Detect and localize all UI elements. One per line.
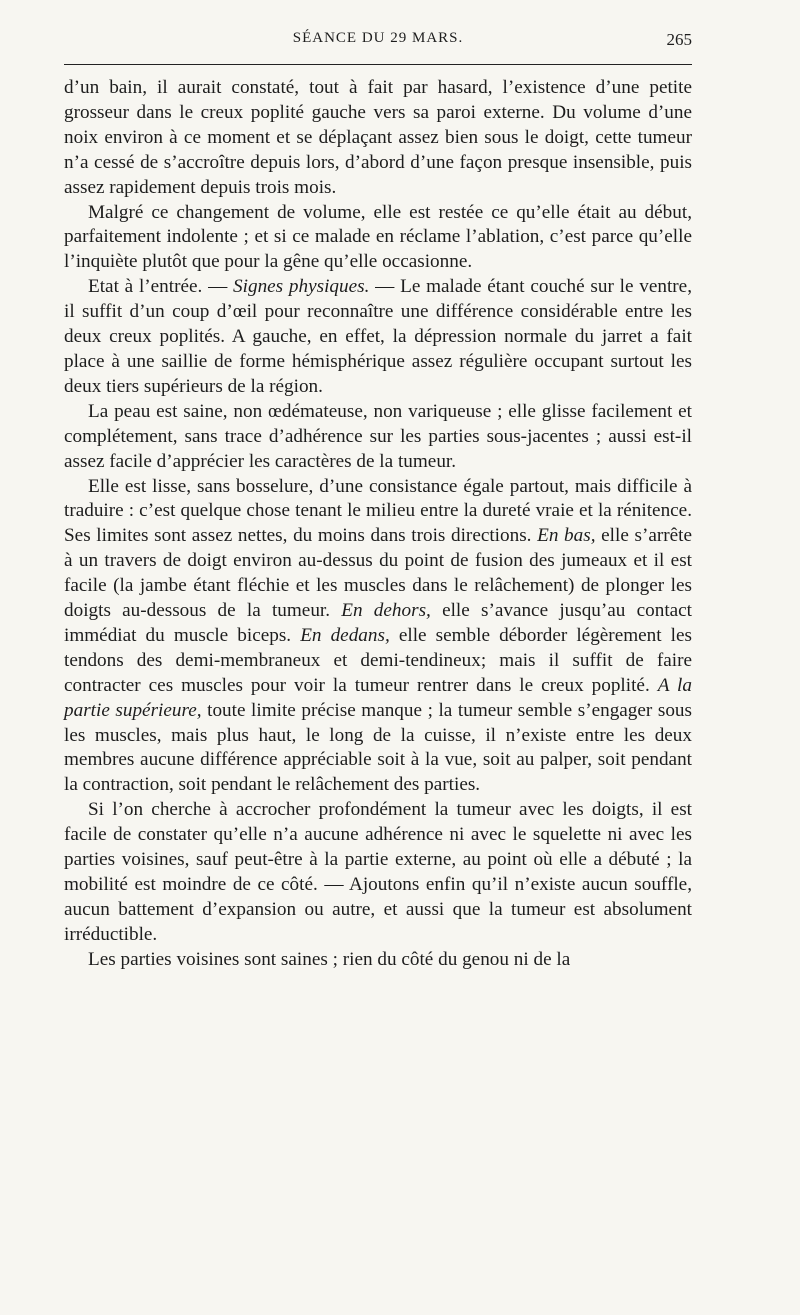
- text-run: elle s’arrête à un travers de doigt environ au-dessus du point de fusion des jumeaux et il est facile (la jambe étant fléchie et les muscles dans le relâchement) de plonger les doigts au-dessous de la tumeur.: [64, 525, 692, 622]
- italic-run: En dehors,: [341, 600, 431, 622]
- paragraph: [64, 275, 692, 400]
- text-run: Si l’on cherche à accrocher profondément la tumeur avec les doigts, il est facile de constater qu’elle n’a aucune adhérence ni avec le squelette ni avec les parties voisines, sauf peut-être à la partie externe, au point où elle a débuté ; la mobilité est moindre de ce côté. — Ajoutons enfin qu’il n’existe aucun souffle, aucun battement d’expansion ou autre, et aussi que la tumeur est absolument irréductible.: [64, 799, 692, 945]
- paragraph: [64, 400, 692, 475]
- text-run: Etat à l’entrée. —: [88, 276, 234, 298]
- text-run: Malgré ce changement de volume, elle est restée ce qu’elle était au début, parfaitement indolente ; et si ce malade en réclame l’ablation, c’est parce qu’elle l’inquiète plutôt que pour la gêne qu’elle occasionne.: [64, 201, 692, 273]
- body-text: [64, 76, 692, 973]
- text-run: elle s’avance jusqu’au contact immédiat du muscle biceps.: [64, 600, 693, 646]
- paragraph: [64, 948, 692, 973]
- text-run: d’un bain, il aurait constaté, tout à fait par hasard, l’existence d’une petite grosseur dans le creux poplité gauche vers sa paroi externe. Du volume d’une noix environ à ce moment et se déplaçant assez bien sous le doigt, cette tumeur n’a cessé de s’accroître depuis lors, d’abord d’une façon presque insensible, puis assez rapidement depuis trois mois.: [64, 77, 692, 198]
- text-run: La peau est saine, non œdémateuse, non variqueuse ; elle glisse facilement et complétement, sans trace d’adhérence sur les parties sous-jacentes ; aussi est-il assez facile d’apprécier les caractères de la tumeur.: [64, 400, 692, 472]
- text-run: — Le malade étant couché sur le ventre, il suffit d’un coup d’œil pour reconnaître une différence considérable entre les deux creux poplités. A gauche, en effet, la dépression normale du jarret a fait place à une saillie de forme hémisphérique assez régulière occupant surtout les deux tiers supérieurs de la région.: [64, 276, 692, 397]
- paragraph: [64, 475, 692, 799]
- running-title: SÉANCE DU 29 MARS.: [292, 30, 464, 46]
- paragraph: [64, 76, 692, 201]
- text-run: elle semble déborder légèrement les tendons des demi-membraneux et demi-tendineux; mais il suffit de faire contracter ces muscles pour voir la tumeur rentrer dans le creux poplité.: [64, 624, 692, 696]
- text-run: Elle est lisse, sans bosselure, d’une consistance égale partout, mais difficile à traduire : c’est quelque chose tenant le milieu entre la dureté vraie et la rénitence. Ses limites sont assez nettes, du moins dans trois directions.: [64, 475, 692, 547]
- italic-run: Signes physiques.: [233, 276, 370, 298]
- italic-run: A la partie supérieure,: [64, 674, 692, 721]
- paragraph: [64, 798, 692, 947]
- paragraph: [64, 201, 692, 276]
- italic-run: En dedans,: [300, 624, 390, 646]
- page-number: 265: [666, 30, 692, 49]
- text-run: Les parties voisines sont saines ; rien du côté du genou ni de la: [88, 948, 571, 970]
- page-header: [64, 30, 692, 60]
- header-rule: [64, 64, 692, 65]
- italic-run: En bas,: [537, 525, 596, 547]
- text-run: toute limite précise manque ; la tumeur semble s’engager sous les muscles, mais plus haut, le long de la cuisse, il n’existe entre les deux membres aucune différence appréciable soit à la vue, soit au palper, soit pendant la contraction, soit pendant le relâchement des parties.: [64, 699, 692, 796]
